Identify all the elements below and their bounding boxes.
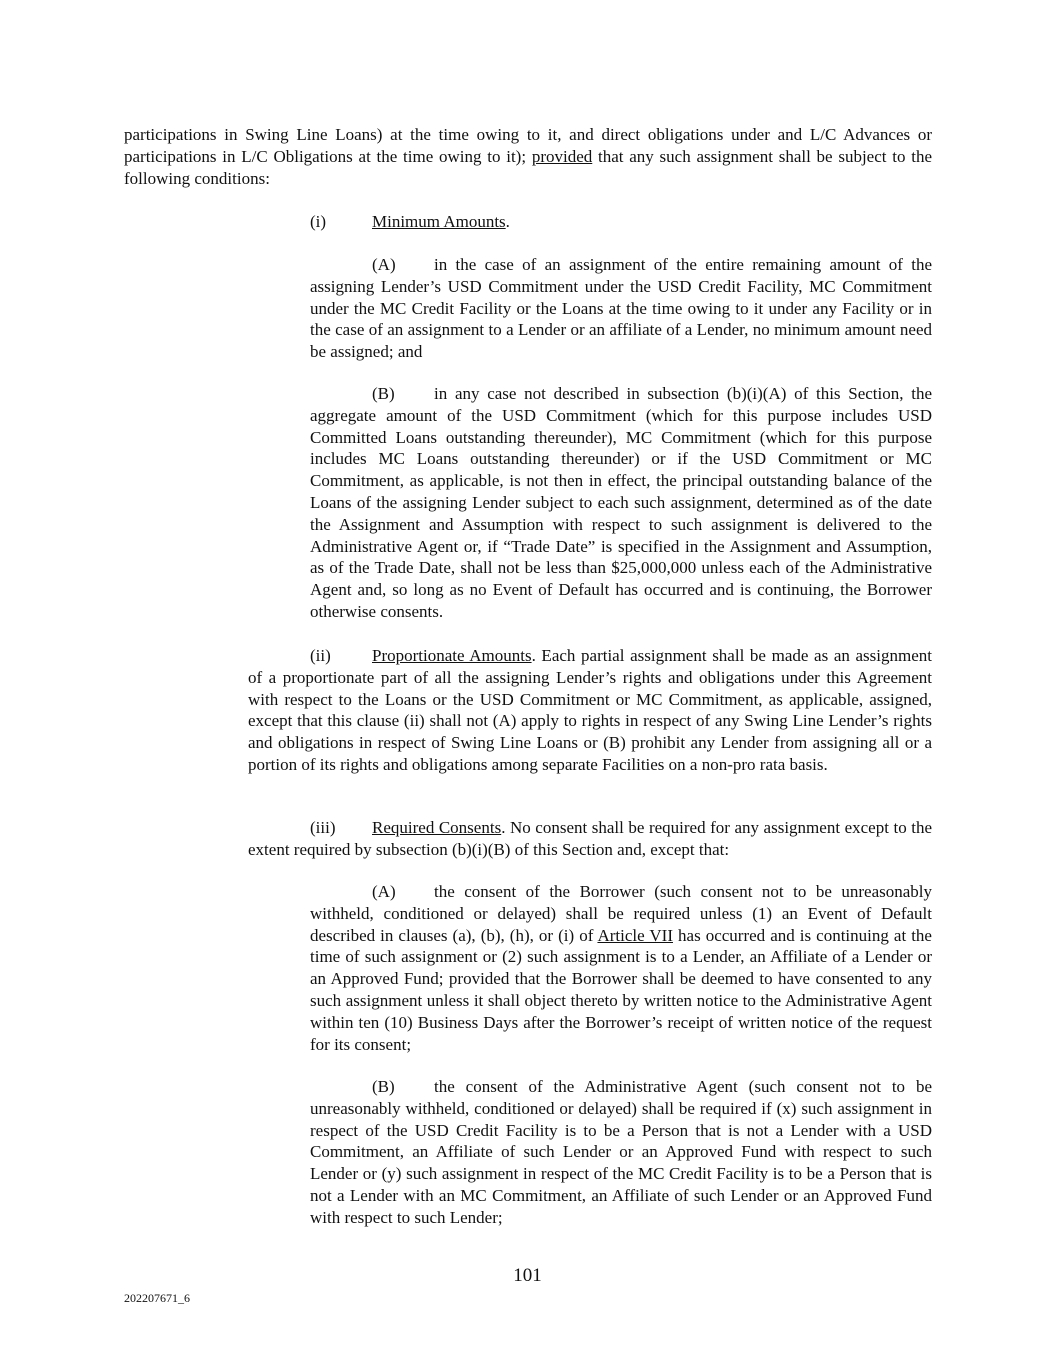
clause-i-title: Minimum Amounts <box>372 212 506 231</box>
intro-paragraph <box>124 124 932 189</box>
clause-ii-text: . Each partial assignment shall be made as an assignment of a proportionate part of all the assigning Lender’s rights and obligations under this Agreement with respect to the Loans or the USD Commitment or MC Commitment, as applicable, assigned, except that this clause (ii) shall not (A) apply to rights in respect of any Swing Line Lender’s rights and obligations in respect of Swing Line Loans or (B) prohibit any Lender from assigning all or a portion of its rights and obligations among separate Facilities on a non-pro rata basis. <box>248 646 932 774</box>
clause-iii-a-text-after: has occurred and is continuing at the time of such assignment or (2) such assignment is to a Lender, an Affiliate of a Lender or an Approved Fund; provided that the Borrower shall be deemed to have consented to any such assignment unless it shall object thereto by written notice to the Administrative Agent within ten (10) Business Days after the Borrower’s receipt of written notice of the request for its consent; <box>310 925 932 1054</box>
clause-iii-b-label: (B) <box>372 1077 395 1096</box>
page-number: 101 <box>513 1265 542 1286</box>
clause-iii-a-label: (A) <box>372 882 396 901</box>
clause-i-a-paragraph <box>310 254 932 363</box>
clause-i-heading <box>310 211 932 233</box>
document-id: 202207671_6 <box>124 1291 190 1305</box>
clause-ii-title: Proportionate Amounts <box>372 646 532 665</box>
clause-i-b-label: (B) <box>372 384 395 403</box>
provided-term: provided <box>531 146 593 166</box>
intro-text-after: that any such assignment shall be subject to the following conditions: <box>124 146 932 188</box>
clause-iii-paragraph <box>248 817 932 861</box>
clause-i-a-text: in the case of an assignment of the entire remaining amount of the assigning Lender’s USD Commitment under the USD Credit Facility, MC Commitment under the MC Credit Facility or the Loans at the time owing to it under any Facility or in the case of an assignment to a Lender or an affiliate of a Lender, no minimum amount need be assigned; and <box>310 255 932 362</box>
clause-i-title-suffix: . <box>505 212 510 231</box>
clause-i-b-text: in any case not described in subsection (b)(i)(A) of this Section, the aggregate amount of the USD Commitment (which for this purpose includes USD Committed Loans outstanding thereunder), MC Commitment (which for this purpose includes MC Loans outstanding thereunder) or if the USD Commitment or MC Commitment, as applicable, is not then in effect, the principal outstanding balance of the Loans of the assigning Lender subject to each such assignment, determined as of the date the Assignment and Assumption with respect to such assignment is delivered to the Administrative Agent or, if “Trade Date” is specified in the Assignment and Assumption, as of the Trade Date, shall not be less than $25,000,000 unless each of the Administrative Agent and, so long as no Event of Default has occurred and is continuing, the Borrower otherwise consents. <box>310 384 932 621</box>
clause-i-a-label: (A) <box>372 255 396 274</box>
clause-iii-b-paragraph <box>310 1076 932 1229</box>
clause-ii-label: (ii) <box>310 646 331 665</box>
clause-iii-a-text-before: the consent of the Borrower (such consent not to be unreasonably withheld, conditioned or delayed) shall be required unless (1) an Event of Default described in clauses (a), (b), (h), or (i) of <box>310 882 932 945</box>
clause-iii-b-text: the consent of the Administrative Agent (such consent not to be unreasonably withheld, conditioned or delayed) shall be required if (x) such assignment in respect of the USD Credit Facility is to be a Person that is not a Lender with a USD Commitment, an Affiliate of such Lender or an Approved Fund with respect to such Lender or (y) such assignment in respect of the MC Credit Facility is to be a Person that is not a Lender with an MC Commitment, an Affiliate of such Lender or an Approved Fund with respect to such Lender; <box>310 1077 932 1227</box>
article-vii-link[interactable]: Article VII <box>597 925 673 945</box>
clause-i-label: (i) <box>310 212 327 231</box>
clause-iii-label: (iii) <box>310 818 336 837</box>
clause-iii-text: . No consent shall be required for any assignment except to the extent required by subsection (b)(i)(B) of this Section and, except that: <box>248 818 932 859</box>
clause-i-b-paragraph <box>310 383 932 623</box>
clause-iii-a-paragraph <box>310 881 932 1055</box>
clause-ii-paragraph <box>248 645 932 776</box>
clause-iii-title: Required Consents <box>372 818 502 837</box>
intro-text-before: participations in Swing Line Loans) at the time owing to it, and direct obligations under and L/C Advances or participations in L/C Obligations at the time owing to it); <box>124 125 932 166</box>
